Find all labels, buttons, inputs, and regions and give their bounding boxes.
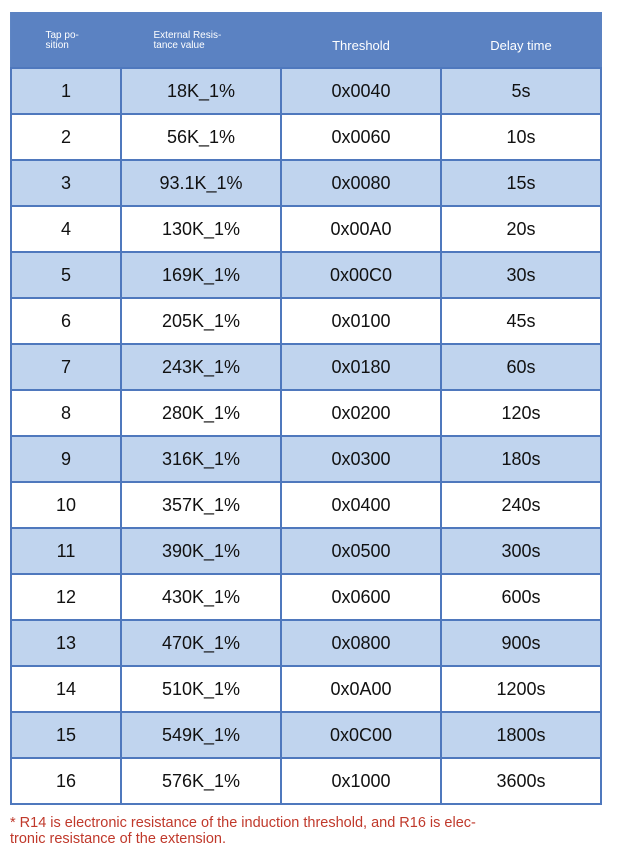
cell-tap-position: 6 xyxy=(11,298,121,344)
cell-external-resistance: 390K_1% xyxy=(121,528,281,574)
header-delay-time: Delay time xyxy=(441,13,601,69)
table-body xyxy=(11,68,601,804)
cell-external-resistance: 576K_1% xyxy=(121,758,281,804)
cell-delay-time: 180s xyxy=(441,436,601,482)
cell-threshold: 0x0500 xyxy=(281,528,441,574)
cell-tap-position: 5 xyxy=(11,252,121,298)
cell-delay-time: 3600s xyxy=(441,758,601,804)
table-row xyxy=(11,390,601,436)
cell-threshold: 0x0600 xyxy=(281,574,441,620)
header-row xyxy=(11,13,601,69)
cell-external-resistance: 130K_1% xyxy=(121,206,281,252)
table-row xyxy=(11,114,601,160)
cell-delay-time: 45s xyxy=(441,298,601,344)
table-row xyxy=(11,666,601,712)
cell-threshold: 0x0060 xyxy=(281,114,441,160)
header-external-resistance: External Resis- tance value xyxy=(121,13,281,69)
cell-delay-time: 5s xyxy=(441,68,601,114)
cell-threshold: 0x1000 xyxy=(281,758,441,804)
cell-delay-time: 240s xyxy=(441,482,601,528)
cell-threshold: 0x0200 xyxy=(281,390,441,436)
cell-threshold: 0x0C00 xyxy=(281,712,441,758)
table-row xyxy=(11,68,601,114)
cell-delay-time: 1200s xyxy=(441,666,601,712)
cell-threshold: 0x0100 xyxy=(281,298,441,344)
cell-external-resistance: 510K_1% xyxy=(121,666,281,712)
cell-threshold: 0x0400 xyxy=(281,482,441,528)
cell-threshold: 0x0180 xyxy=(281,344,441,390)
cell-delay-time: 10s xyxy=(441,114,601,160)
cell-threshold: 0x00C0 xyxy=(281,252,441,298)
cell-delay-time: 15s xyxy=(441,160,601,206)
cell-tap-position: 8 xyxy=(11,390,121,436)
cell-external-resistance: 357K_1% xyxy=(121,482,281,528)
cell-tap-position: 12 xyxy=(11,574,121,620)
cell-tap-position: 2 xyxy=(11,114,121,160)
cell-threshold: 0x0040 xyxy=(281,68,441,114)
table-header xyxy=(11,13,601,69)
cell-delay-time: 60s xyxy=(441,344,601,390)
cell-delay-time: 900s xyxy=(441,620,601,666)
cell-tap-position: 10 xyxy=(11,482,121,528)
cell-delay-time: 1800s xyxy=(441,712,601,758)
table-row xyxy=(11,758,601,804)
cell-tap-position: 1 xyxy=(11,68,121,114)
cell-threshold: 0x0080 xyxy=(281,160,441,206)
header-tap-position: Tap po- sition xyxy=(11,13,121,69)
cell-delay-time: 20s xyxy=(441,206,601,252)
table-row xyxy=(11,712,601,758)
cell-external-resistance: 56K_1% xyxy=(121,114,281,160)
cell-external-resistance: 430K_1% xyxy=(121,574,281,620)
cell-threshold: 0x00A0 xyxy=(281,206,441,252)
cell-external-resistance: 316K_1% xyxy=(121,436,281,482)
cell-external-resistance: 243K_1% xyxy=(121,344,281,390)
cell-external-resistance: 18K_1% xyxy=(121,68,281,114)
cell-tap-position: 13 xyxy=(11,620,121,666)
cell-tap-position: 11 xyxy=(11,528,121,574)
cell-tap-position: 7 xyxy=(11,344,121,390)
cell-delay-time: 120s xyxy=(441,390,601,436)
cell-delay-time: 30s xyxy=(441,252,601,298)
cell-tap-position: 9 xyxy=(11,436,121,482)
table-row xyxy=(11,160,601,206)
cell-external-resistance: 205K_1% xyxy=(121,298,281,344)
cell-tap-position: 15 xyxy=(11,712,121,758)
table-row xyxy=(11,482,601,528)
table-row xyxy=(11,206,601,252)
delay-time-table xyxy=(10,12,602,805)
cell-tap-position: 4 xyxy=(11,206,121,252)
cell-external-resistance: 169K_1% xyxy=(121,252,281,298)
table-row xyxy=(11,528,601,574)
cell-tap-position: 3 xyxy=(11,160,121,206)
delay-table-container xyxy=(10,12,600,805)
cell-delay-time: 300s xyxy=(441,528,601,574)
cell-external-resistance: 280K_1% xyxy=(121,390,281,436)
table-row xyxy=(11,436,601,482)
cell-external-resistance: 93.1K_1% xyxy=(121,160,281,206)
table-row xyxy=(11,574,601,620)
footnote: * R14 is electronic resistance of the induction threshold, and R16 is elec- tronic resistance of the extension. xyxy=(10,815,476,847)
cell-threshold: 0x0300 xyxy=(281,436,441,482)
cell-tap-position: 16 xyxy=(11,758,121,804)
table-row xyxy=(11,298,601,344)
table-row xyxy=(11,620,601,666)
header-threshold: Threshold xyxy=(281,13,441,69)
cell-threshold: 0x0A00 xyxy=(281,666,441,712)
cell-threshold: 0x0800 xyxy=(281,620,441,666)
cell-delay-time: 600s xyxy=(441,574,601,620)
cell-tap-position: 14 xyxy=(11,666,121,712)
cell-external-resistance: 470K_1% xyxy=(121,620,281,666)
cell-external-resistance: 549K_1% xyxy=(121,712,281,758)
table-row xyxy=(11,252,601,298)
table-row xyxy=(11,344,601,390)
